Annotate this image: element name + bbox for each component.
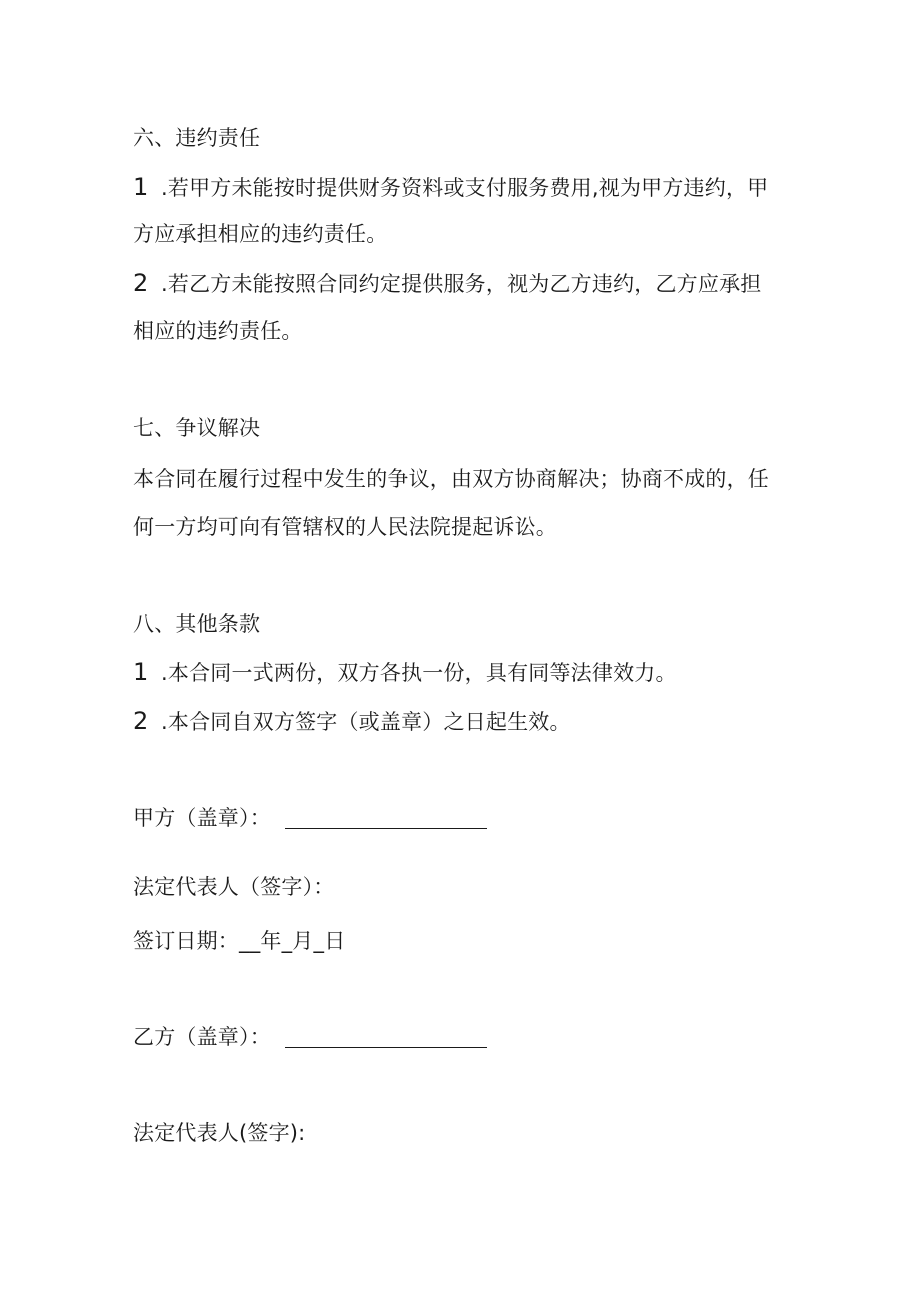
party-a-seal-blank[interactable] xyxy=(285,806,487,829)
party-a-representative-label: 法定代表人（签字）： xyxy=(133,875,335,899)
section-7-heading: 七、争议解决 xyxy=(133,416,261,440)
party-b-seal-label: 乙方（盖章）： xyxy=(133,1025,271,1049)
party-b-seal-blank[interactable] xyxy=(285,1025,487,1048)
section-7-paragraph-line-1: 本合同在履行过程中发生的争议，由双方协商解决；协商不成的，任 xyxy=(133,467,769,491)
section-8-item-2 xyxy=(133,706,571,737)
item-text: .本合同自双方签字（或盖章）之日起生效。 xyxy=(161,710,571,734)
item-number: 2 xyxy=(133,269,149,297)
party-b-representative-label: 法定代表人(签字): xyxy=(133,1121,306,1145)
section-6-heading: 六、违约责任 xyxy=(133,126,261,150)
section-8-item-1 xyxy=(133,657,677,688)
section-7-paragraph-line-2: 何一方均可向有管辖权的人民法院提起诉讼。 xyxy=(133,515,557,539)
item-text: .若甲方未能按时提供财务资料或支付服务费用,视为甲方违约，甲 xyxy=(161,176,769,200)
party-a-seal-label: 甲方（盖章）： xyxy=(133,806,271,830)
section-6-item-2-line-1 xyxy=(133,268,761,299)
item-text: .若乙方未能按照合同约定提供服务，视为乙方违约，乙方应承担 xyxy=(161,272,762,296)
sign-date-label: 签订日期：__年_月_日 xyxy=(133,929,346,953)
section-8-heading: 八、其他条款 xyxy=(133,612,261,636)
item-number: 2 xyxy=(133,707,149,735)
item-number: 1 xyxy=(133,173,149,201)
party-b-seal-line xyxy=(133,1022,487,1052)
party-a-seal-line xyxy=(133,803,487,833)
section-6-item-2-line-2: 相应的违约责任。 xyxy=(133,319,303,343)
item-text: .本合同一式两份，双方各执一份，具有同等法律效力。 xyxy=(161,661,677,685)
item-number: 1 xyxy=(133,658,149,686)
section-6-item-1-line-2: 方应承担相应的违约责任。 xyxy=(133,222,388,246)
section-6-item-1-line-1 xyxy=(133,172,768,203)
